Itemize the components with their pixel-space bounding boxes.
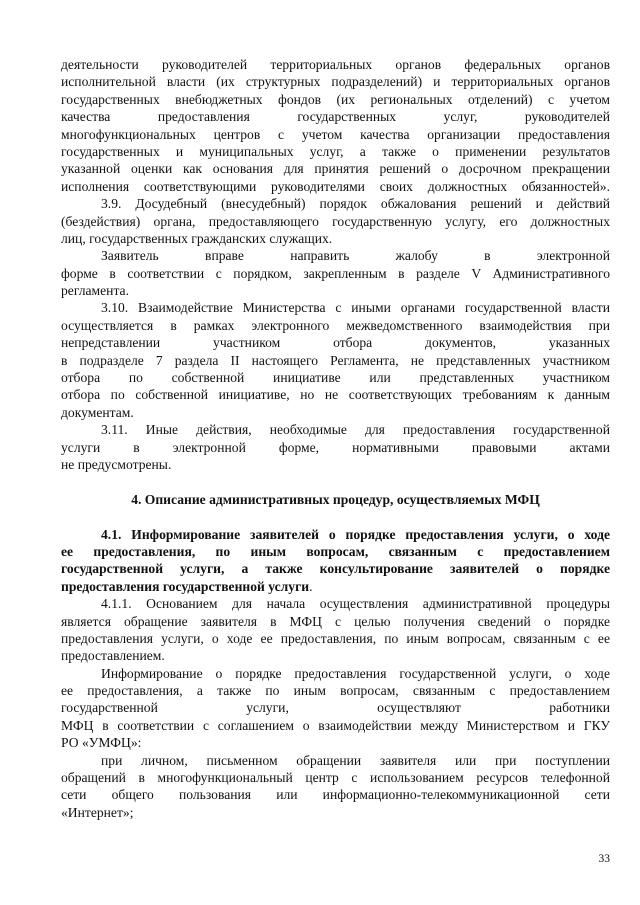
text-line: 3.11. Иные действия, необходимые для предоставления государственной: [101, 422, 610, 438]
text-line: РО «УМФЦ»:: [61, 735, 142, 751]
bold-text: предоставления государственной услуги: [61, 578, 310, 594]
paragraph-applicant-complaint: [61, 247, 610, 299]
text-line: документам.: [61, 404, 134, 420]
text-line: предоставлением.: [61, 648, 165, 664]
paragraph-3-10: [61, 299, 610, 421]
text-line: «Интернет»;: [61, 804, 134, 820]
text-line: не предусмотрены.: [61, 456, 172, 472]
text-line: Информирование о порядке предоставления государственной услуги, о ходе: [101, 665, 610, 681]
text-line: 4.1.1. Основанием для начала осуществления административной процедуры: [101, 596, 610, 612]
text-line: 3.9. Досудебный (внесудебный) порядок обжалования решений и действий: [101, 196, 610, 212]
text-line: осуществляется в рамках электронного межведомственного взаимодействия при: [61, 317, 610, 333]
period: .: [309, 578, 313, 594]
paragraph-3-9: [61, 195, 610, 247]
blank-line: [61, 508, 610, 525]
text-line: (бездействия) органа, предоставляющего государственную услугу, его должностных: [61, 213, 610, 229]
text-line: исполнительной власти (их структурных подразделений) и территориальных органов: [61, 74, 610, 90]
text-line: указанной оценки как основания для принятия решений о досрочном прекращении: [61, 161, 610, 177]
text-line: государственных внебюджетных фондов (их региональных отделений) с учетом: [61, 91, 610, 107]
text-line: 3.10. Взаимодействие Министерства с иными органами государственной власти: [101, 300, 610, 316]
text-line: лиц, государственных гражданских служащих.: [61, 230, 333, 246]
text-line: услуги в электронной форме, нормативными правовыми актами: [61, 439, 610, 455]
section-heading: 4. Описание административных процедур, осуществляемых МФЦ: [131, 491, 540, 507]
paragraph-4-1-1: [61, 595, 610, 665]
text-line: сети общего пользования или информационно-телекоммуникационной сети: [61, 787, 610, 803]
text-line: деятельности руководителей территориальных органов федеральных органов: [61, 57, 610, 72]
text-line: регламента.: [61, 283, 129, 299]
text-line: ее предоставления, а также по иным вопросам, связанным с предоставлением: [61, 683, 610, 699]
text-line: ее предоставления, по иным вопросам, связанным с предоставлением: [61, 543, 610, 559]
paragraph-continuation: [61, 56, 610, 195]
text-line: государственной услуги, осуществляют работники: [61, 700, 610, 716]
text-line: государственной услуги, а также консультирование заявителей о порядке: [61, 561, 610, 577]
text-line: непредставлении участником отбора документов, указанных: [61, 335, 610, 351]
text-line: качества предоставления государственных услуг, руководителей: [61, 109, 610, 125]
text-line: [61, 578, 610, 595]
text-line: форме в соответствии с порядком, закрепленным в разделе V Административного: [61, 265, 610, 281]
paragraph-4-1: [61, 526, 610, 596]
text-line: исполнения соответствующими руководителями своих должностных обязанностей».: [61, 178, 610, 194]
blank-line: [61, 473, 610, 490]
text-line: государственных и муниципальных услуг, а также о применении результатов: [61, 143, 610, 159]
text-line: 4.1. Информирование заявителей о порядке предоставления услуги, о ходе: [101, 526, 610, 542]
text-line: при личном, письменном обращении заявителя или при поступлении: [101, 752, 610, 768]
text-line: МФЦ в соответствии с соглашением о взаимодействии между Министерством и ГКУ: [61, 717, 610, 733]
text-line: в подразделе 7 раздела II настоящего Регламента, не представленных участником: [61, 352, 610, 368]
text-line: отбора по собственной инициативе или представленных участником: [61, 370, 610, 386]
text-line: является обращение заявителя в МФЦ с целью получения сведений о порядке: [61, 613, 610, 629]
page-number: 33: [598, 853, 610, 865]
paragraph-informing: [61, 665, 610, 752]
paragraph-personal-request: [61, 752, 610, 822]
paragraph-3-11: [61, 421, 610, 473]
text-line: предоставления услуги, о ходе ее предоставления, по иным вопросам, связанным с ее: [61, 630, 610, 646]
text-line: многофункциональных центров с учетом качества организации предоставления: [61, 126, 610, 142]
text-line: обращений в многофункциональный центр с использованием ресурсов телефонной: [61, 770, 610, 786]
text-line: Заявитель вправе направить жалобу в электронной: [101, 248, 610, 264]
text-line: отбора по собственной инициативе, но не соответствующих требованиям к данным: [61, 387, 610, 403]
document-page: [61, 56, 610, 821]
